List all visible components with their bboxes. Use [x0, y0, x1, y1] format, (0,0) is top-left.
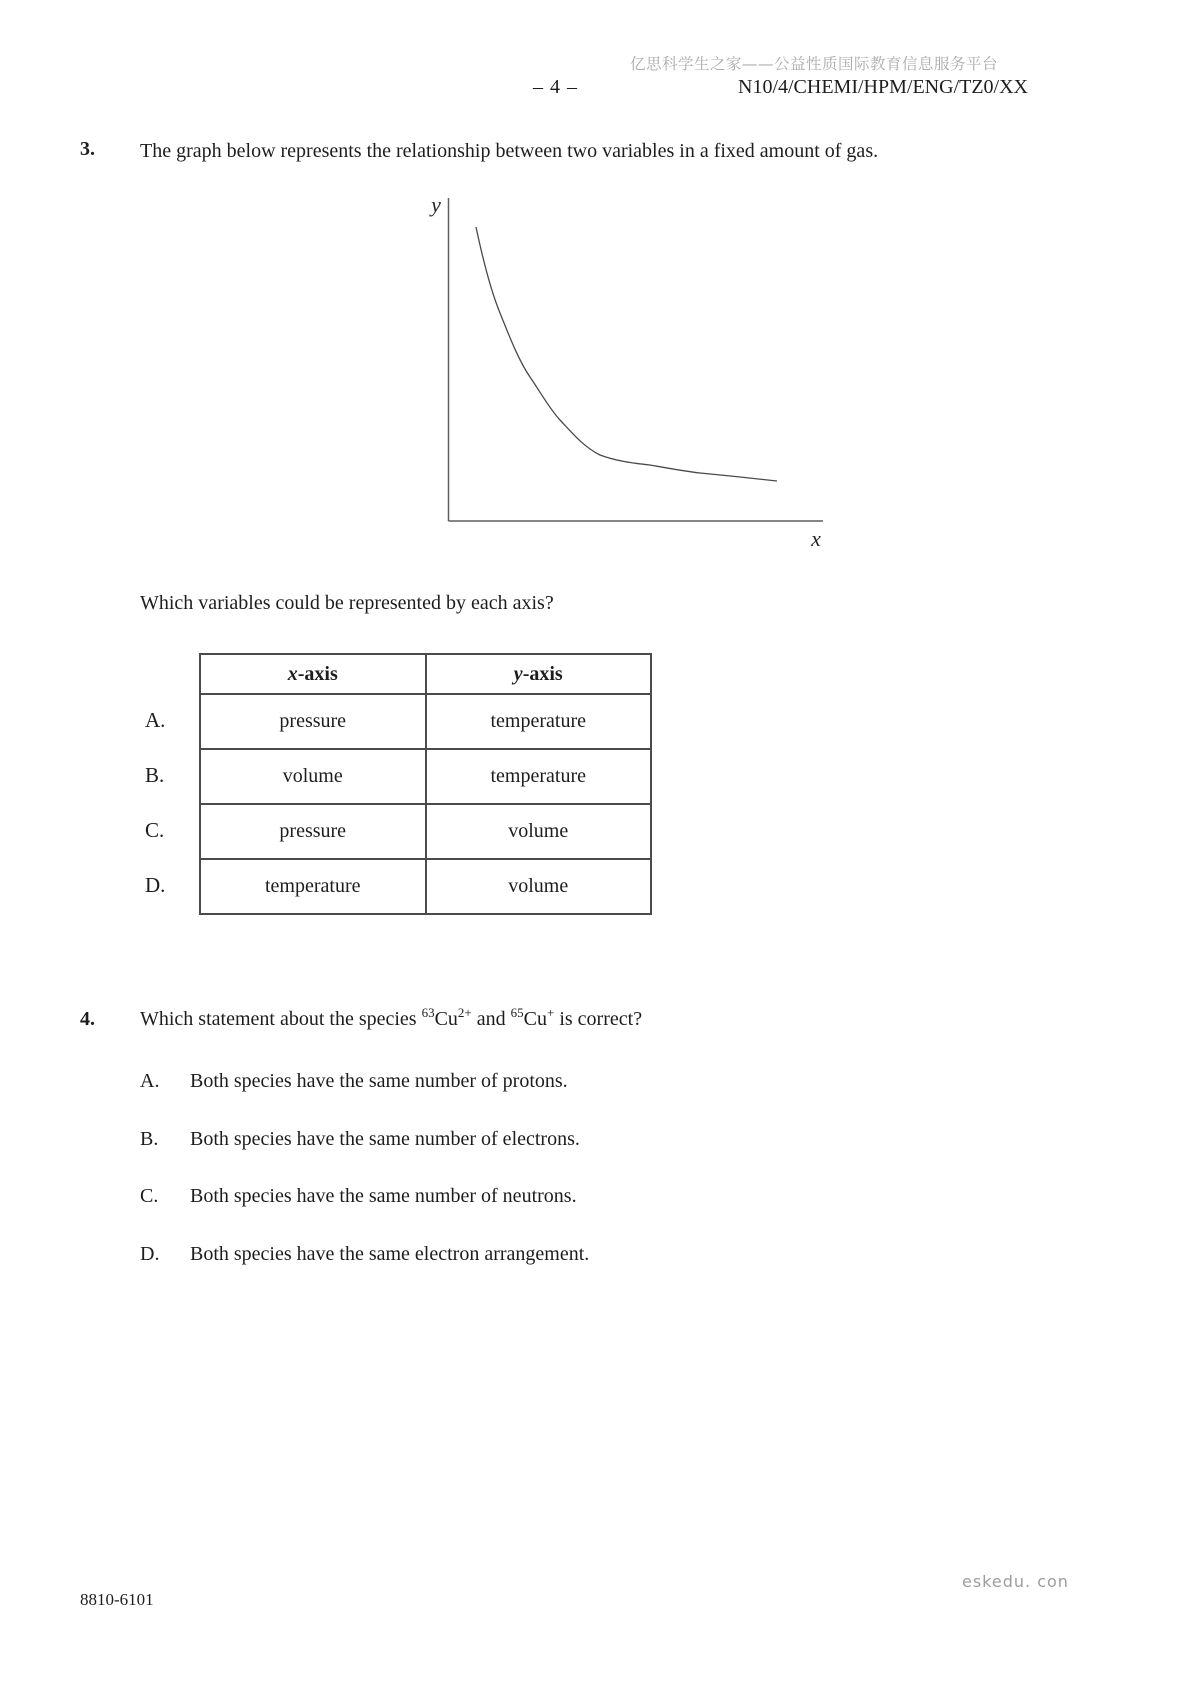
option-letter: A.: [140, 1070, 160, 1092]
element-symbol: Cu: [434, 1008, 458, 1030]
option-letter: C.: [140, 1185, 159, 1207]
table-cell: temperature: [426, 749, 652, 804]
question-4-stem-prefix: Which statement about the species: [140, 1008, 422, 1030]
page-number: – 4 –: [533, 76, 578, 98]
ion-charge: 2+: [457, 1005, 472, 1020]
option-text: Both species have the same number of protons.: [190, 1070, 568, 1092]
option-letter: B.: [140, 1128, 159, 1150]
option-c: [140, 1185, 577, 1208]
option-text: Both species have the same number of electrons.: [190, 1128, 580, 1150]
table-header-row: [200, 654, 651, 694]
table-row: [200, 859, 651, 914]
nuclide-65-cu-plus: [510, 1005, 555, 1030]
y-axis-label: y: [431, 192, 441, 217]
option-letter: D.: [140, 1243, 160, 1265]
option-text: Both species have the same number of neutrons.: [190, 1185, 577, 1207]
question-4-stem-suffix: is correct?: [554, 1008, 643, 1030]
question-4-number: 4.: [80, 1008, 95, 1030]
footer-paper-id: 8810-6101: [80, 1590, 154, 1609]
table-row: [200, 749, 651, 804]
top-watermark: 亿思科学生之家——公益性质国际教育信息服务平台: [630, 55, 999, 73]
x-axis-header-var: x: [287, 662, 298, 685]
x-axis-label: x: [811, 526, 821, 550]
y-axis-column-header: [426, 654, 652, 694]
element-symbol: Cu: [523, 1008, 547, 1030]
question-3-prompt: Which variables could be represented by each axis?: [140, 592, 554, 614]
axis-variables-table: [199, 653, 652, 915]
table-cell: pressure: [200, 694, 426, 749]
question-3-stem: The graph below represents the relationship between two variables in a fixed amount of gas.: [140, 140, 879, 162]
table-cell: temperature: [200, 859, 426, 914]
option-b: [140, 1128, 580, 1151]
table-row: [200, 804, 651, 859]
mass-number: 63: [421, 1005, 435, 1020]
table-row: [200, 694, 651, 749]
graph-svg: [400, 178, 840, 550]
table-cell: volume: [426, 859, 652, 914]
option-text: Both species have the same electron arrangement.: [190, 1243, 590, 1265]
y-axis-header-rest: -axis: [522, 662, 563, 685]
table-option-letter-a: A.: [145, 708, 166, 732]
option-d: [140, 1243, 589, 1266]
x-axis-header-rest: -axis: [297, 662, 338, 685]
table-cell: volume: [200, 749, 426, 804]
ion-charge: +: [547, 1005, 555, 1020]
table-cell: temperature: [426, 694, 652, 749]
table-option-letter-d: D.: [145, 873, 166, 897]
table-cell: volume: [426, 804, 652, 859]
question-3-number: 3.: [80, 138, 95, 160]
y-axis-header-var: y: [513, 662, 523, 685]
table-option-letter-b: B.: [145, 763, 165, 787]
table-option-letter-c: C.: [145, 818, 165, 842]
bottom-watermark: eskedu. con: [962, 1572, 1069, 1591]
nuclide-63-cu-2plus: [421, 1005, 472, 1030]
gas-relationship-graph: [400, 178, 840, 550]
question-4-stem-mid: and: [471, 1008, 511, 1030]
inverse-curve: [476, 227, 777, 481]
option-a: [140, 1070, 568, 1093]
paper-code: N10/4/CHEMI/HPM/ENG/TZ0/XX: [738, 76, 1028, 98]
question-4-stem: [140, 1005, 643, 1031]
x-axis-column-header: [200, 654, 426, 694]
mass-number: 65: [510, 1005, 524, 1020]
table-cell: pressure: [200, 804, 426, 859]
